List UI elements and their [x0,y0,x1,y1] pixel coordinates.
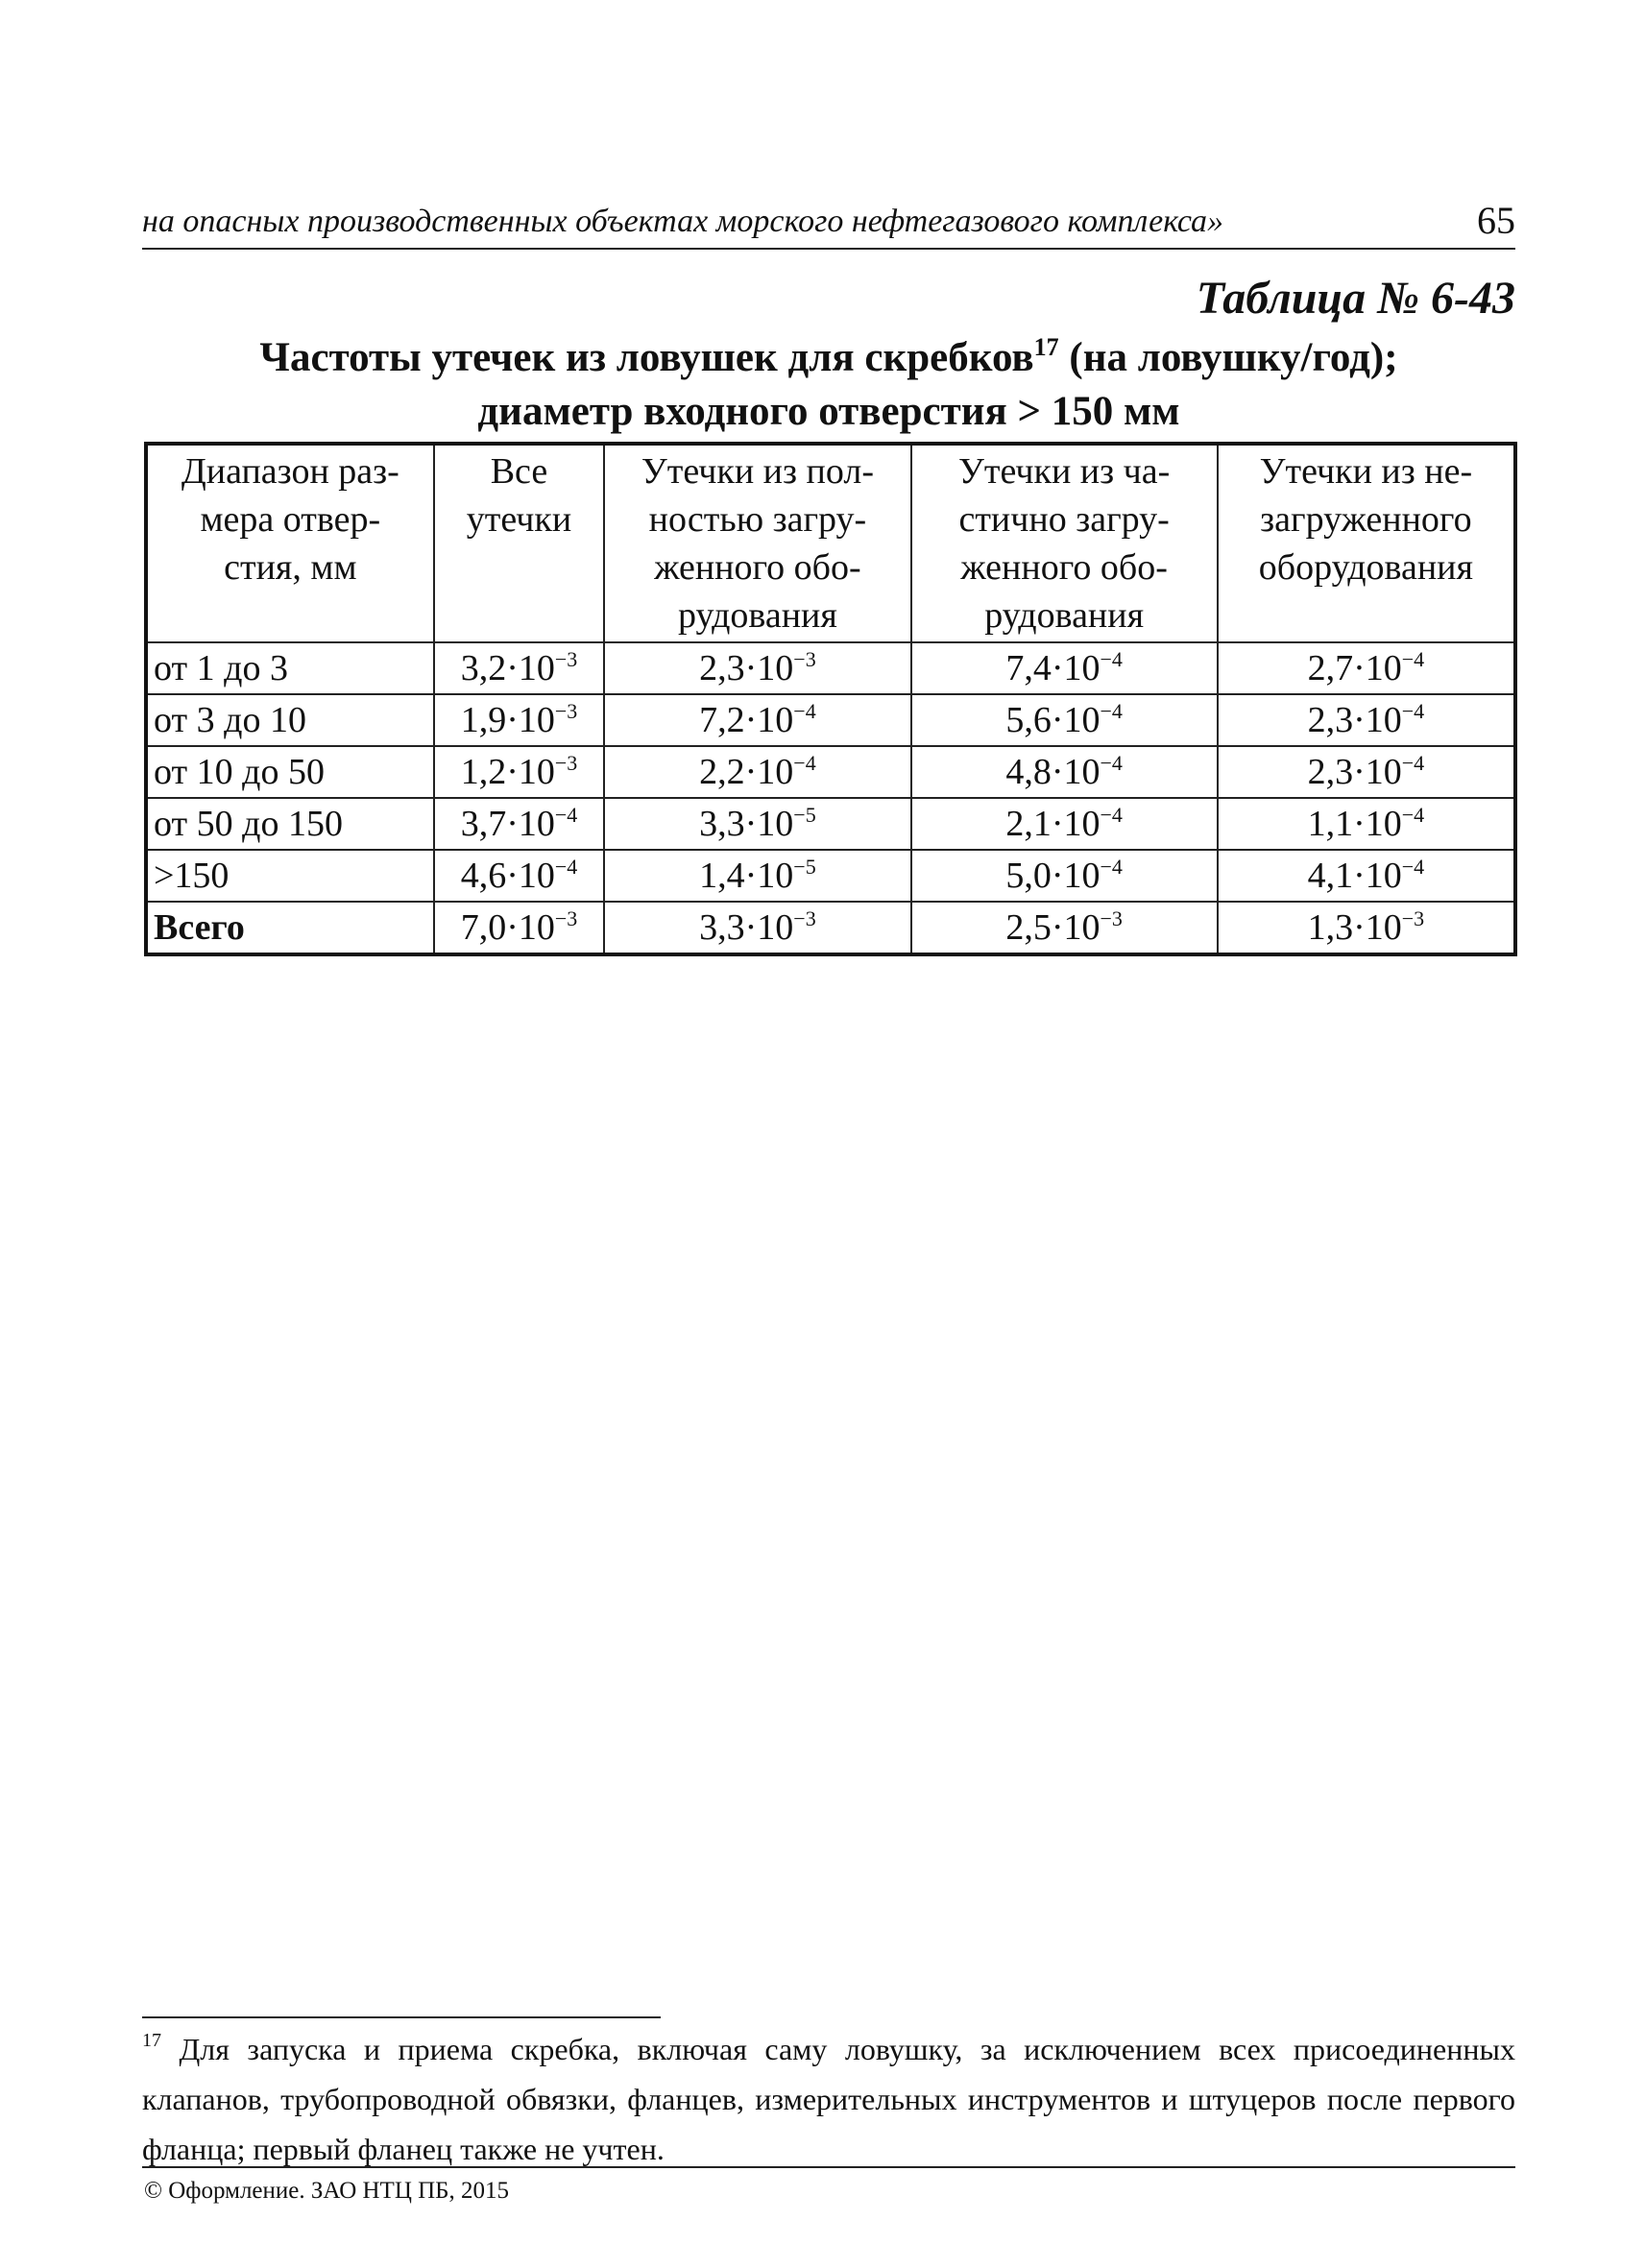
col-header-fully-loaded: Утечки из пол- ностью загру- женного обо- рудования [604,444,910,642]
footnote-number: 17 [142,2030,161,2051]
cell-value [434,850,605,902]
leak-frequency-table [144,442,1517,956]
cell-exponent: −4 [1401,647,1425,671]
cell-mantissa: 3,7·10 [460,804,555,844]
cell-value [1218,642,1515,694]
cell-exponent: −3 [554,751,578,775]
cell-exponent: −4 [1401,855,1425,879]
table-body [146,642,1515,954]
cell-range: от 50 до 150 [146,798,434,850]
cell-value [911,694,1218,746]
caption-line-2: диаметр входного отверстия > 150 мм [477,389,1180,434]
cell-mantissa: 7,2·10 [699,700,794,740]
cell-exponent: −4 [1100,647,1123,671]
cell-mantissa: 1,9·10 [460,700,555,740]
cell-value [434,642,605,694]
cell-mantissa: 2,1·10 [1005,804,1101,844]
cell-exponent: −4 [554,803,578,827]
cell-mantissa: 2,3·10 [1307,700,1402,740]
col-header-range: Диапазон раз- мера отвер- стия, мм [146,444,434,642]
cell-exponent: −3 [554,699,578,723]
cell-mantissa: 2,7·10 [1307,648,1402,688]
table-row [146,850,1515,902]
cell-exponent: −4 [1401,803,1425,827]
cell-value [911,642,1218,694]
cell-exponent: −4 [1100,855,1123,879]
page-number: 65 [1477,199,1515,242]
table-row [146,798,1515,850]
cell-mantissa: 2,3·10 [699,648,794,688]
cell-mantissa: 5,0·10 [1005,856,1101,896]
cell-value [911,850,1218,902]
cell-mantissa: 1,2·10 [460,752,555,792]
cell-mantissa: 7,4·10 [1005,648,1101,688]
cell-mantissa: 4,1·10 [1307,856,1402,896]
cell-value [1218,694,1515,746]
cell-range: Всего [146,902,434,954]
cell-range: >150 [146,850,434,902]
table-caption [142,331,1515,439]
cell-value [434,694,605,746]
cell-value [434,798,605,850]
cell-exponent: −4 [1100,803,1123,827]
cell-value [911,798,1218,850]
cell-value [1218,746,1515,798]
col-header-all-leaks: Все утечки [434,444,605,642]
cell-mantissa: 3,2·10 [460,648,555,688]
cell-mantissa: 1,1·10 [1307,804,1402,844]
footnote-separator [142,2016,661,2018]
cell-exponent: −3 [1100,906,1123,930]
cell-exponent: −4 [1401,699,1425,723]
cell-mantissa: 2,2·10 [699,752,794,792]
cell-mantissa: 4,6·10 [460,856,555,896]
cell-exponent: −4 [1100,699,1123,723]
cell-mantissa: 1,3·10 [1307,907,1402,948]
cell-mantissa: 4,8·10 [1005,752,1101,792]
cell-exponent: −3 [793,647,816,671]
cell-value [434,902,605,954]
caption-line-1 [142,331,1515,385]
cell-value [434,746,605,798]
table-number: Таблица № 6-43 [1196,273,1515,324]
cell-exponent: −3 [1401,906,1425,930]
table-row [146,746,1515,798]
footnote [142,2024,1515,2174]
cell-mantissa: 3,3·10 [699,804,794,844]
cell-exponent: −4 [1401,751,1425,775]
footnote-text: Для запуска и приема скребка, включая саму ловушку, за исключением всех присоединенных клапанов, трубопроводной обвязки, фланцев, измерительных инструментов и штуцеров после первого фланца; первый фланец также не учтен. [142,2032,1515,2166]
caption-text-1: Частоты утечек из ловушек для скребков [259,335,1034,380]
cell-value [604,642,910,694]
cell-mantissa: 2,3·10 [1307,752,1402,792]
cell-value [604,850,910,902]
cell-mantissa: 1,4·10 [699,856,794,896]
cell-exponent: −4 [554,855,578,879]
cell-exponent: −4 [793,751,816,775]
caption-text-1b: (на ловушку/год); [1058,335,1398,380]
running-title: на опасных производственных объектах морского нефтегазового комплекса» [142,204,1224,239]
table-row [146,642,1515,694]
table-row [146,902,1515,954]
caption-footnote-ref: 17 [1033,333,1059,361]
bottom-rule [142,2166,1515,2168]
cell-exponent: −4 [1100,751,1123,775]
cell-exponent: −3 [554,647,578,671]
cell-value [604,694,910,746]
cell-exponent: −3 [554,906,578,930]
cell-value [911,746,1218,798]
cell-value [911,902,1218,954]
cell-range: от 3 до 10 [146,694,434,746]
cell-value [604,746,910,798]
cell-mantissa: 3,3·10 [699,907,794,948]
cell-mantissa: 2,5·10 [1005,907,1101,948]
table-header-row [146,444,1515,642]
col-header-unloaded: Утечки из не- загруженного оборудования [1218,444,1515,642]
cell-mantissa: 7,0·10 [460,907,555,948]
cell-value [1218,850,1515,902]
cell-range: от 10 до 50 [146,746,434,798]
running-header [142,200,1515,250]
cell-value [604,798,910,850]
cell-exponent: −4 [793,699,816,723]
col-header-partly-loaded: Утечки из ча- стично загру- женного обо- рудования [911,444,1218,642]
cell-mantissa: 5,6·10 [1005,700,1101,740]
cell-exponent: −3 [793,906,816,930]
cell-value [604,902,910,954]
cell-range: от 1 до 3 [146,642,434,694]
cell-value [1218,798,1515,850]
cell-value [1218,902,1515,954]
table-row [146,694,1515,746]
cell-exponent: −5 [793,855,816,879]
cell-exponent: −5 [793,803,816,827]
copyright: © Оформление. ЗАО НТЦ ПБ, 2015 [144,2178,510,2204]
